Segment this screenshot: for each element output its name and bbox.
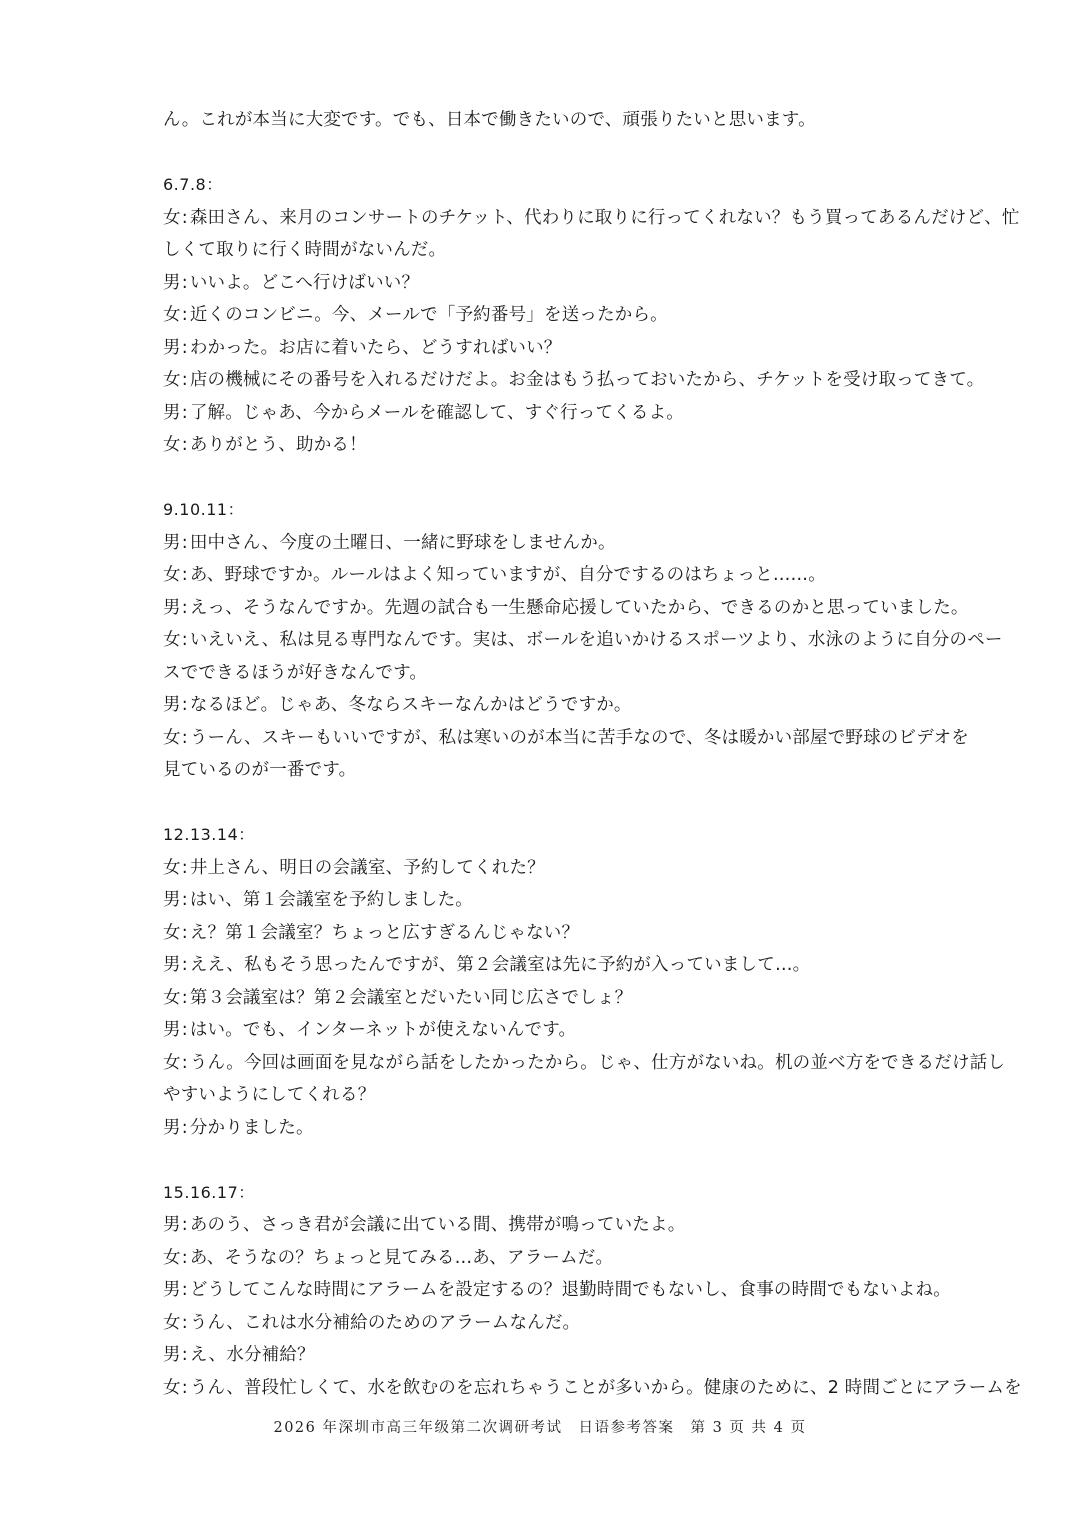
speaker-label: 女 [163,922,181,943]
speaker-label: 女 [163,1247,181,1268]
speaker-separator: : [181,1345,188,1365]
dialogue-line [163,299,923,332]
dialogue-line [163,267,923,300]
dialogue-line [163,1372,1022,1405]
utterance-text: 第３会議室は？第２会議室とだいたい同じ広さでしょ？ [189,987,633,1008]
speaker-separator: : [181,695,188,715]
dialogue-line [163,657,923,690]
speaker-label: 男 [163,1215,181,1235]
utterance-text: うん、普段忙しくて、水を飲むのを忘れちゃうことが多いから。健康のために、2 時間ごとにアラームを [189,1377,1022,1398]
dialogue-line [163,527,923,560]
speaker-separator: : [181,1377,188,1398]
speaker-separator: : [181,435,188,455]
speaker-label: 男 [163,890,181,910]
utterance-text: うん、これは水分補給のためのアラームなんだ。 [189,1312,581,1333]
speaker-separator: : [181,630,188,650]
speaker-separator: : [181,532,188,553]
speaker-separator: : [181,955,188,975]
dialogue-line [163,982,923,1015]
dialogue-line [163,202,1020,235]
dialogue-line [163,917,923,950]
dialogue-line [163,689,923,722]
speaker-separator: : [181,1052,188,1073]
speaker-label: 男 [163,1117,181,1138]
speaker-label: 女 [163,1377,181,1398]
utterance-text: 田中さん、今度の土曜日、一緒に野球をしませんか。 [189,532,616,553]
speaker-separator: : [181,565,188,585]
utterance-text: えっ、そうなんですか。先週の試合も一生懸命応援していたから、できるのかと思っていました。 [189,597,969,618]
speaker-label: 女 [163,565,181,585]
utterance-text: 井上さん、明日の会議室、予約してくれた？ [189,857,545,878]
dialogue-line [163,1209,923,1242]
speaker-separator: : [181,1280,188,1300]
speaker-separator: : [181,597,188,618]
section-heading: 15.16.17： [163,1182,255,1202]
utterance-text: え？第１会議室？ちょっと広すぎるんじゃない？ [189,922,580,943]
utterance-text: あ、野球ですか。ルールはよく知っていますが、自分でするのはちょっと……。 [189,565,826,585]
speaker-separator: : [181,922,188,943]
dialogue-line [163,332,923,365]
dialogue-line [163,949,923,982]
utterance-text: しくて取りに行く時間がないんだ。 [163,240,447,260]
continuation-line: ん。これが本当に大変です。でも、日本で働きたいので、頑張りたいと思います。 [163,110,816,130]
speaker-label: 男 [163,695,181,715]
dialogue-line [163,559,923,592]
speaker-separator: : [181,305,188,325]
dialogue-line [163,1307,923,1340]
utterance-text: いいよ。どこへ行けばいい？ [189,272,420,293]
speaker-label: 男 [163,337,181,358]
speaker-label: 男 [163,1345,181,1365]
utterance-text: どうしてこんな時間にアラームを設定するの？退勤時間でもないし、食事の時間でもないよね。 [189,1280,951,1300]
utterance-text: わかった。お店に着いたら、どうすればいい？ [189,337,562,358]
speaker-separator: : [181,727,188,748]
section-gap [163,137,923,170]
speaker-label: 女 [163,1312,181,1333]
section-heading: 12.13.14： [163,825,255,844]
utterance-text: やすいようにしてくれる？ [163,1085,376,1105]
section-gap [163,1144,923,1177]
utterance-text: 店の機械にその番号を入れるだけだよ。お金はもう払っておいたから、チケットを受け取ってきて。 [189,370,985,390]
utterance-text: え、水分補給？ [189,1345,315,1365]
speaker-label: 女 [163,435,181,455]
dialogue-line [163,1014,923,1047]
speaker-separator: : [181,1247,188,1268]
dialogue-line [163,1242,923,1275]
dialogue-line [163,754,923,787]
utterance-text: 見ているのが一番です。 [163,760,357,780]
speaker-label: 女 [163,727,181,748]
speaker-label: 女 [163,305,181,325]
speaker-separator: : [181,370,188,390]
speaker-label: 女 [163,1052,181,1073]
utterance-text: 森田さん、来月のコンサートのチケット、代わりに取りに行ってくれない？もう買ってあるんだけど、忙 [189,207,1020,228]
speaker-label: 男 [163,1280,181,1300]
utterance-text: ありがとう、助かる！ [189,435,367,455]
speaker-label: 男 [163,402,181,423]
section-heading: 6.7.8： [163,175,223,194]
utterance-text: はい、第１会議室を予約しました。 [189,890,474,910]
speaker-label: 男 [163,955,181,975]
speaker-separator: : [181,857,188,878]
speaker-label: 女 [163,987,181,1008]
utterance-text: うん。今回は画面を見ながら話をしたかったから。じゃ、仕方がないね。机の並べ方をできるだけ話し [189,1052,1006,1073]
section-heading: 9.10.11： [163,500,245,519]
speaker-label: 男 [163,272,181,293]
utterance-text: いえいえ、私は見る専門なんです。実は、ボールを追いかけるスポーツより、水泳のように自分のペー [189,630,1003,650]
speaker-label: 男 [163,532,181,553]
utterance-text: あのう、さっき君が会議に出ている間、携帯が鳴っていたよ。 [189,1215,686,1235]
dialogue-line [163,1274,951,1307]
speaker-separator: : [181,987,188,1008]
speaker-separator: : [181,1312,188,1333]
speaker-separator: : [181,402,188,423]
speaker-label: 女 [163,630,181,650]
speaker-separator: : [181,207,188,228]
speaker-separator: : [181,337,188,358]
dialogue-line [163,1339,923,1372]
speaker-separator: : [181,1020,188,1040]
dialogue-line [163,1047,1006,1080]
page-footer: 2026 年深圳市高三年级第二次调研考试 日语参考答案 第 3 页 共 4 页 [273,1420,807,1436]
dialogue-line [163,722,969,755]
speaker-separator: : [181,1117,188,1138]
utterance-text: 分かりました。 [189,1117,314,1138]
dialogue-line [163,364,985,397]
dialogue-line [163,1112,923,1145]
speaker-label: 女 [163,857,181,878]
utterance-text: 了解。じゃあ、今からメールを確認して、すぐ行ってくるよ。 [189,402,685,423]
dialogue-line [163,1079,923,1112]
utterance-text: はい。でも、インターネットが使えないんです。 [189,1020,577,1040]
section-gap [163,787,923,820]
dialogue-line [163,429,923,462]
utterance-text: あ、そうなの？ちょっと見てみる…あ、アラームだ。 [189,1247,614,1268]
speaker-separator: : [181,1215,188,1235]
utterance-text: うーん、スキーもいいですが、私は寒いのが本当に苦手なので、冬は暖かい部屋で野球のビデオを [189,727,969,748]
dialogue-line [163,624,1003,657]
speaker-separator: : [181,272,188,293]
speaker-label: 男 [163,597,181,618]
dialogue-line [163,852,923,885]
dialogue-line [163,234,923,267]
utterance-text: なるほど。じゃあ、冬ならスキーなんかはどうですか。 [189,695,632,715]
utterance-text: 近くのコンビニ。今、メールで「予約番号」を送ったから。 [189,305,668,325]
page-content [163,104,1022,1404]
speaker-label: 女 [163,207,181,228]
dialogue-line [163,884,923,917]
speaker-label: 女 [163,370,181,390]
speaker-separator: : [181,890,188,910]
utterance-text: ええ、私もそう思ったんですが、第２会議室は先に予約が入っていまして…。 [189,955,811,975]
dialogue-line [163,397,923,430]
speaker-label: 男 [163,1020,181,1040]
section-gap [163,462,923,495]
dialogue-line [163,592,969,625]
utterance-text: スでできるほうが好きなんです。 [163,662,428,683]
